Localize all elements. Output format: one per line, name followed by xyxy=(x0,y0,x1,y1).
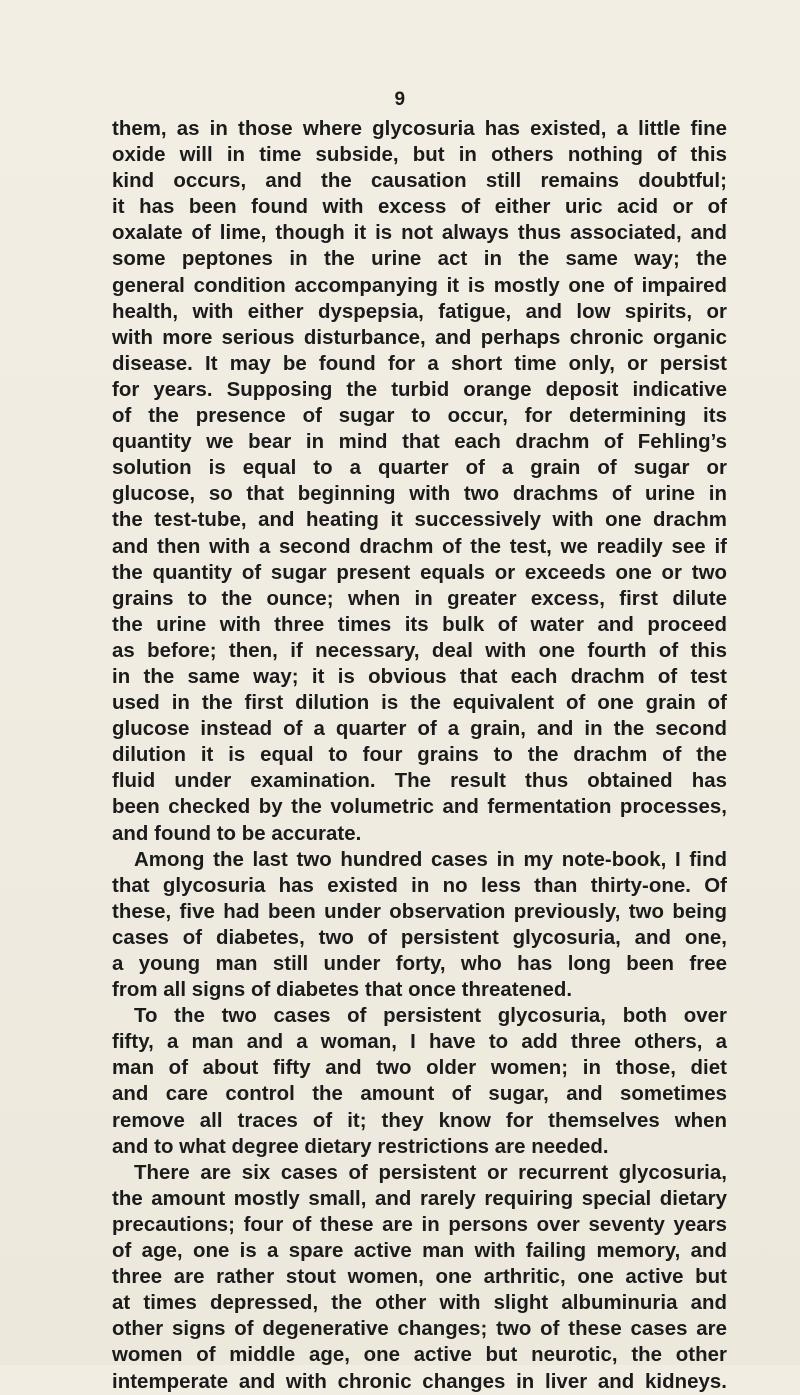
text-line: the urine with three times its bulk of water and proceed xyxy=(112,613,727,636)
text-line: a young man still under forty, who has long been free xyxy=(112,953,727,975)
text-line: other signs of degenerative changes; two of these cases are xyxy=(112,1318,727,1341)
text-line: of the presence of sugar to occur, for determining its xyxy=(112,405,727,428)
text-line: and then with a second drachm of the test, we readily see if xyxy=(112,535,727,558)
text-line: that glycosuria has existed in no less than thirty-one. Of xyxy=(112,874,727,897)
text-line: and to what degree dietary restrictions are needed. xyxy=(112,1135,609,1158)
text-line: the quantity of sugar present equals or exceeds one or two xyxy=(112,561,727,584)
text-line: oxide will in time subside, but in others nothing of this xyxy=(112,144,727,167)
text-line: health, with either dyspepsia, fatigue, and low spirits, or xyxy=(112,300,727,323)
text-line: man of about fifty and two older women; in those, diet xyxy=(112,1057,727,1080)
text-line: and care control the amount of sugar, and sometimes xyxy=(112,1083,727,1106)
text-line: three are rather stout women, one arthritic, one active but xyxy=(112,1266,727,1289)
text-line: There are six cases of persistent or recurrent glycosuria, xyxy=(134,1161,727,1184)
text-line: dilution it is equal to four grains to the drachm of the xyxy=(112,744,727,767)
text-line: in the same way; it is obvious that each drachm of test xyxy=(112,665,727,688)
text-line: it has been found with excess of either uric acid or of xyxy=(112,196,727,219)
text-line: with more serious disturbance, and perhaps chronic organic xyxy=(112,326,727,349)
text-line: been checked by the volumetric and fermentation processes, xyxy=(112,796,727,819)
text-line: glucose instead of a quarter of a grain, and in the second xyxy=(112,718,727,741)
text-line: the amount mostly small, and rarely requiring special dietary xyxy=(112,1187,727,1210)
text-line: oxalate of lime, though it is not always thus associated, and xyxy=(112,222,727,245)
text-line: precautions; four of these are in persons over seventy years xyxy=(112,1213,727,1236)
text-line: some peptones in the urine act in the same way; the xyxy=(112,248,727,271)
text-line: intemperate and with chronic changes in liver and kidneys. xyxy=(112,1370,727,1393)
page-number: 9 xyxy=(394,89,406,110)
text-line: from all signs of diabetes that once threatened. xyxy=(112,979,573,1002)
text-line: glucose, so that beginning with two drachms of urine in xyxy=(112,483,727,506)
text-line: of age, one is a spare active man with failing memory, and xyxy=(112,1240,727,1263)
text-line: Among the last two hundred cases in my note-book, I find xyxy=(134,848,727,871)
text-line: cases of diabetes, two of persistent glycosuria, and one, xyxy=(112,926,727,949)
text-line: the test-tube, and heating it successively with one drachm xyxy=(112,509,727,532)
text-line: solution is equal to a quarter of a grain of sugar or xyxy=(112,457,727,480)
text-line: fluid under examination. The result thus obtained has xyxy=(112,770,727,793)
text-line: used in the first dilution is the equivalent of one grain of xyxy=(112,692,727,715)
text-line: them, as in those where glycosuria has existed, a little fine xyxy=(112,118,727,140)
body-text xyxy=(112,116,727,1395)
text-line: and found to be accurate. xyxy=(112,822,362,845)
text-line: To the two cases of persistent glycosuria, both over xyxy=(134,1005,727,1028)
text-line: as before; then, if necessary, deal with one fourth of this xyxy=(112,639,727,662)
text-line: for years. Supposing the turbid orange deposit indicative xyxy=(112,378,727,401)
text-line: general condition accompanying it is mostly one of impaired xyxy=(112,274,727,297)
text-line: remove all traces of it; they know for themselves when xyxy=(112,1109,727,1132)
text-line: fifty, a man and a woman, I have to add three others, a xyxy=(112,1031,727,1054)
text-line: women of middle age, one active but neurotic, the other xyxy=(112,1344,727,1367)
text-line: quantity we bear in mind that each drachm of Fehling’s xyxy=(112,431,727,454)
text-line: grains to the ounce; when in greater excess, first dilute xyxy=(112,587,727,610)
text-line: kind occurs, and the causation still remains doubtful; xyxy=(112,170,727,193)
text-line: disease. It may be found for a short time only, or persist xyxy=(112,352,727,375)
text-line: these, five had been under observation previously, two being xyxy=(112,900,727,923)
text-line: at times depressed, the other with slight albuminuria and xyxy=(112,1292,727,1315)
